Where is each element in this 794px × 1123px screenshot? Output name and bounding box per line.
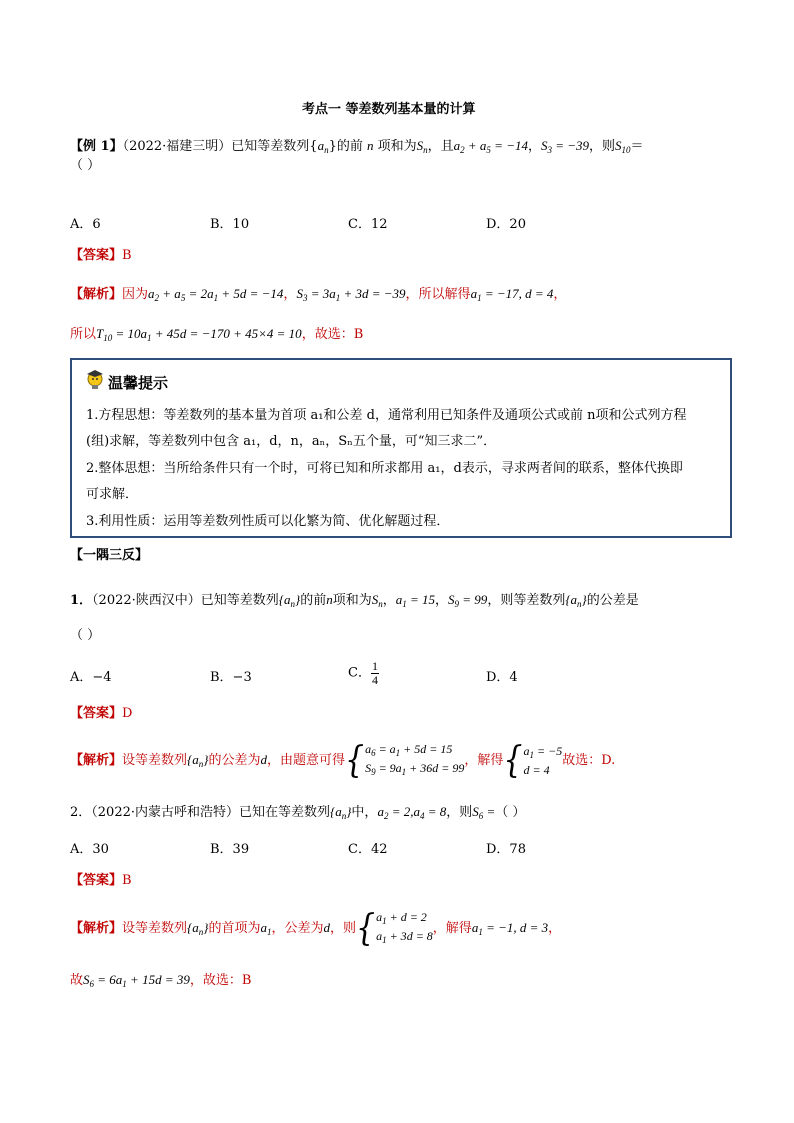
q1-option-a: A．−4 xyxy=(70,670,112,685)
q1-option-c: C． $\frac{1}{4}$ xyxy=(348,659,378,687)
q1-paren: （ ） xyxy=(70,628,101,643)
fraction-one-quarter: $\frac{1}{4}$ xyxy=(371,659,378,687)
tip-box xyxy=(70,358,732,538)
tip-line-5: 3.利用性质：运用等差数列性质可以化繁为简、优化解题过程． xyxy=(86,514,450,529)
q2-question: 2．（2022·内蒙古呼和浩特）已知在等差数列$\{a_n\}$中，$a_2 = 2,a_4 = 8$，则$S_6$ =（ ） xyxy=(70,804,526,821)
example1-paren: （ ） xyxy=(70,158,101,173)
tip-line-2: (组)求解，等差数列中包含 a₁，d，n，aₙ，Sₙ五个量，可“知三求二”． xyxy=(86,434,497,449)
q1-answer: 【答案】D xyxy=(70,706,133,721)
example1-answer: 【答案】B xyxy=(70,248,132,263)
tip-title: 温馨提示 xyxy=(108,374,169,392)
q2-analysis-2: 故$S_6 = 6a_1 + 15d = 39$，故选：B xyxy=(70,972,252,989)
option-a: A．6 xyxy=(70,217,101,232)
q1-option-d: D．4 xyxy=(486,670,518,685)
example1-analysis: 【解析】因为$a_2 + a_5 = 2a_1 + 5d = -14$，$S_3 = 3a_1 + 3d = -39$，所以解得$a_1 = -17$, d = 4， xyxy=(70,286,567,303)
equation-system-3: { $a_1 + d = 2$ $a_1 + 3d = 8$ xyxy=(355,906,433,949)
section-heading: 【一隅三反】 xyxy=(70,548,149,563)
tip-line-1: 1.方程思想：等差数列的基本量为首项 a₁和公差 d，通常利用已知条件及通项公式或前 n项和公式列方程 xyxy=(86,408,687,423)
option-b: B．10 xyxy=(210,217,250,232)
q1-analysis: 【解析】设等差数列$\{a_n\}$的公差为d，由题意可得 { $a_6 = a_1 + 5d = 15$ $S_9 = 9a_1 + 36d = 99$ ，解得 { $a_1 = -5$ d = 4 故选：D. xyxy=(70,738,616,781)
option-c: C．12 xyxy=(348,217,388,232)
example1-question: 【例 1】（2022·福建三明）已知等差数列$\{a_n\}$的前 n 项和为$S_n$，且$a_2 + a_5 = -14$，$S_3 = -39$，则$S_{10}=$ xyxy=(70,138,644,155)
lightbulb-icon xyxy=(84,368,106,392)
q2-option-a: A．30 xyxy=(70,842,109,857)
example-tag: 【例 1】 xyxy=(70,139,123,154)
q1-option-b: B．−3 xyxy=(210,670,252,685)
q1-question: 1．（2022·陕西汉中）已知等差数列$\{a_n\}$的前n项和为$S_n$，$a_1 = 15$，$S_9 = 99$，则等差数列$\{a_n\}$的公差是 xyxy=(70,592,639,609)
equation-system-2: { $a_1 = -5$ d = 4 xyxy=(503,738,563,781)
tip-line-4: 可求解． xyxy=(86,487,139,502)
tip-line-3: 2.整体思想：当所给条件只有一个时，可将已知和所求都用 a₁，d表示，寻求两者间的联系，整体代换即 xyxy=(86,461,683,476)
math-an: $a_n$ xyxy=(317,138,329,155)
math-condition2: $S_3 = -39$ xyxy=(540,138,590,155)
q2-analysis: 【解析】设等差数列$\{a_n\}$的首项为$a_1$，公差为d，则 { $a_1 + d = 2$ $a_1 + 3d = 8$ ，解得$a_1 = -1$, d = 3， xyxy=(70,906,562,949)
page-title: 考点一 等差数列基本量的计算 xyxy=(302,102,476,117)
equation-system-1: { $a_6 = a_1 + 5d = 15$ $S_9 = 9a_1 + 36d = 99$ xyxy=(344,738,465,781)
option-d: D．20 xyxy=(486,217,526,232)
q2-option-d: D．78 xyxy=(486,842,526,857)
example1-analysis-2: 所以$T_{10} = 10a_1 + 45d = -170 + 45\times 4 = 10$，故选：B xyxy=(70,326,364,343)
q2-answer: 【答案】B xyxy=(70,873,132,888)
math-condition1: $a_2 + a_5 = -14$ xyxy=(453,138,528,155)
q2-option-b: B．39 xyxy=(210,842,250,857)
q2-option-c: C．42 xyxy=(348,842,388,857)
